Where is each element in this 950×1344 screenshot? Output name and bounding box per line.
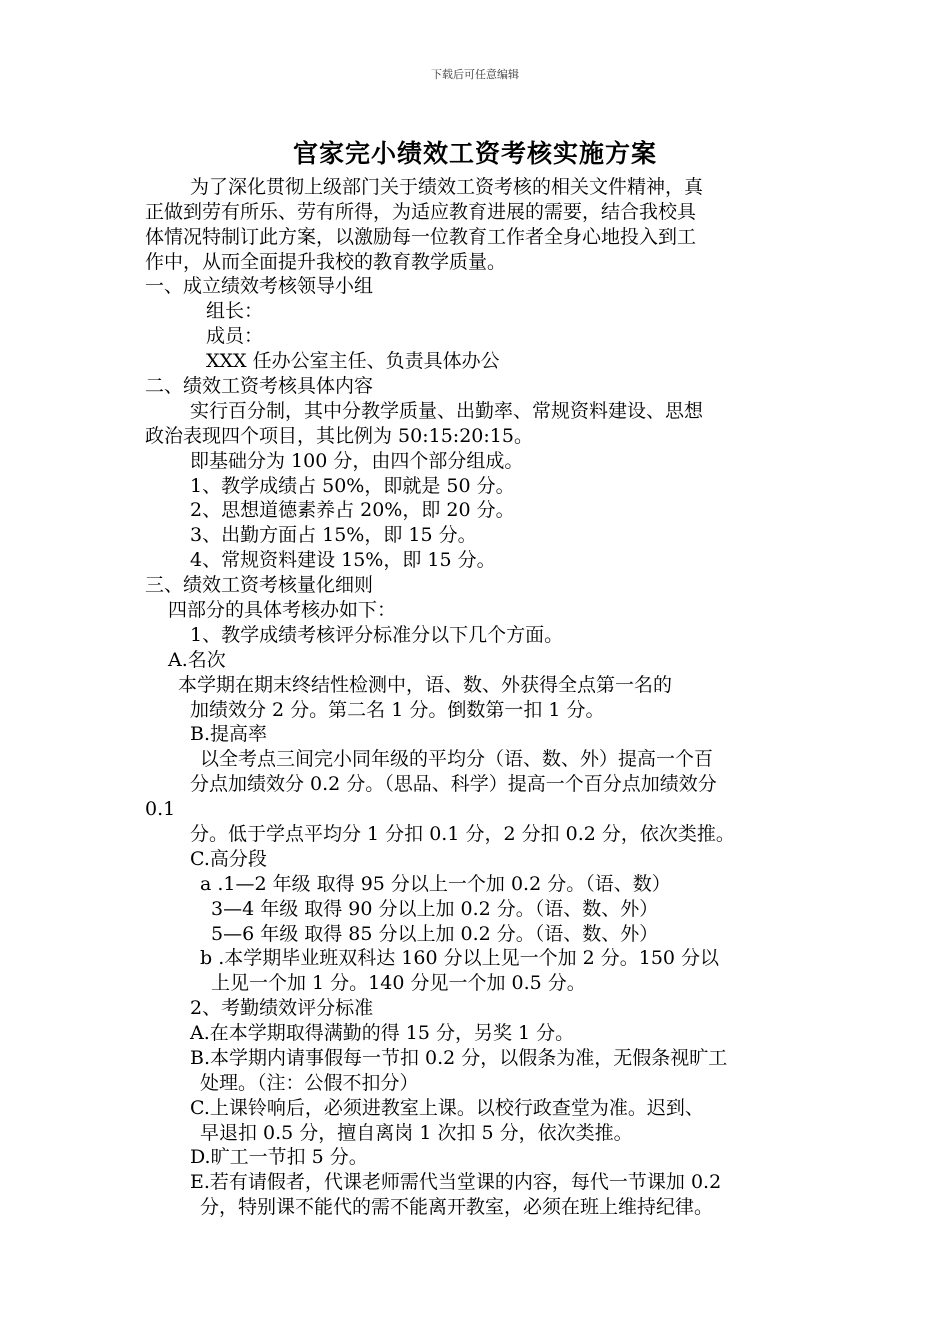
- item-c-line-1: a .1—2 年级 取得 95 分以上一个加 0.2 分。（语、数）: [200, 873, 671, 895]
- section-heading-3: 三、绩效工资考核量化细则: [145, 574, 374, 596]
- section-2-line-1: 实行百分制，其中分教学质量、出勤率、常规资料建设、思想: [190, 400, 704, 422]
- subsection-2-heading: 2、考勤绩效评分标准: [190, 997, 374, 1019]
- section-heading-1: 一、成立绩效考核领导小组: [145, 275, 374, 297]
- intro-line-1: 为了深化贯彻上级部门关于绩效工资考核的相关文件精神，真: [190, 176, 704, 198]
- item-c-line-4: b .本学期毕业班双科达 160 分以上见一个加 2 分。150 分以: [200, 947, 720, 969]
- item-b-heading: B.提高率: [190, 723, 268, 745]
- item-c-line-2: 3—4 年级 取得 90 分以上加 0.2 分。（语、数、外）: [211, 898, 659, 920]
- item-c-heading: C.高分段: [190, 848, 267, 870]
- attendance-item-e-line-2: 分，特别课不能代的需不能离开教室，必须在班上维持纪律。: [200, 1196, 714, 1218]
- office-director-line: XXX 任办公室主任、负责具体办公: [206, 350, 500, 372]
- attendance-item-b-line-2: 处理。（注：公假不扣分）: [200, 1072, 419, 1094]
- header-note: 下载后可任意编辑: [431, 68, 519, 81]
- section-2-line-2: 政治表现四个项目，其比例为 50:15:20:15。: [145, 425, 533, 447]
- group-members-line: 成员：: [206, 325, 264, 347]
- item-c-line-5: 上见一个加 1 分。140 分见一个加 0.5 分。: [211, 972, 586, 994]
- item-b-line-1: 以全考点三间完小同年级的平均分（语、数、外）提高一个百: [200, 748, 714, 770]
- section-2-line-3: 即基础分为 100 分，由四个部分组成。: [190, 450, 524, 472]
- item-b-line-2: 分点加绩效分 0.2 分。（思品、科学）提高一个百分点加绩效分: [190, 773, 717, 795]
- document-title: 官家完小绩效工资考核实施方案: [292, 139, 657, 168]
- attendance-item-a: A.在本学期取得满勤的得 15 分，另奖 1 分。: [190, 1022, 575, 1044]
- intro-line-3: 体情况特制订此方案，以激励每一位教育工作者全身心地投入到工: [145, 226, 697, 248]
- attendance-item-d: D.旷工一节扣 5 分。: [190, 1146, 368, 1168]
- item-a-line-2: 加绩效分 2 分。第二名 1 分。倒数第一扣 1 分。: [190, 699, 605, 721]
- attendance-item-c-line-1: C.上课铃响后，必须进教室上课。以校行政查堂为准。迟到、: [190, 1097, 704, 1119]
- intro-line-4: 作中，从而全面提升我校的教育教学质量。: [145, 251, 507, 273]
- group-leader-line: 组长：: [206, 300, 264, 322]
- item-c-line-3: 5—6 年级 取得 85 分以上加 0.2 分。（语、数、外）: [211, 923, 659, 945]
- section-heading-2: 二、绩效工资考核具体内容: [145, 375, 374, 397]
- item-a-heading: A.名次: [168, 649, 226, 671]
- attendance-item-c-line-2: 早退扣 0.5 分，擅自离岗 1 次扣 5 分，依次类推。: [200, 1122, 633, 1144]
- item-b-line-4: 分。低于学点平均分 1 分扣 0.1 分，2 分扣 0.2 分，依次类推。: [190, 823, 735, 845]
- item-a-line-1: 本学期在期末终结性检测中，语、数、外获得全点第一名的: [178, 674, 673, 696]
- attendance-item-b-line-1: B.本学期内请事假每一节扣 0.2 分，以假条为准，无假条视旷工: [190, 1047, 728, 1069]
- list-item-3: 3、出勤方面占 15%，即 15 分。: [190, 524, 477, 546]
- list-item-2: 2、思想道德素养占 20%，即 20 分。: [190, 499, 515, 521]
- subsection-1-heading: 1、教学成绩考核评分标准分以下几个方面。: [190, 624, 564, 646]
- list-item-1: 1、教学成绩占 50%，即就是 50 分。: [190, 475, 515, 497]
- list-item-4: 4、常规资料建设 15%，即 15 分。: [190, 549, 496, 571]
- section-3-intro: 四部分的具体考核办如下：: [168, 599, 397, 621]
- intro-line-2: 正做到劳有所乐、劳有所得，为适应教育进展的需要，结合我校具: [145, 201, 697, 223]
- attendance-item-e-line-1: E.若有请假者，代课老师需代当堂课的内容，每代一节课加 0.2: [190, 1171, 722, 1193]
- item-b-line-3: 0.1: [145, 798, 176, 820]
